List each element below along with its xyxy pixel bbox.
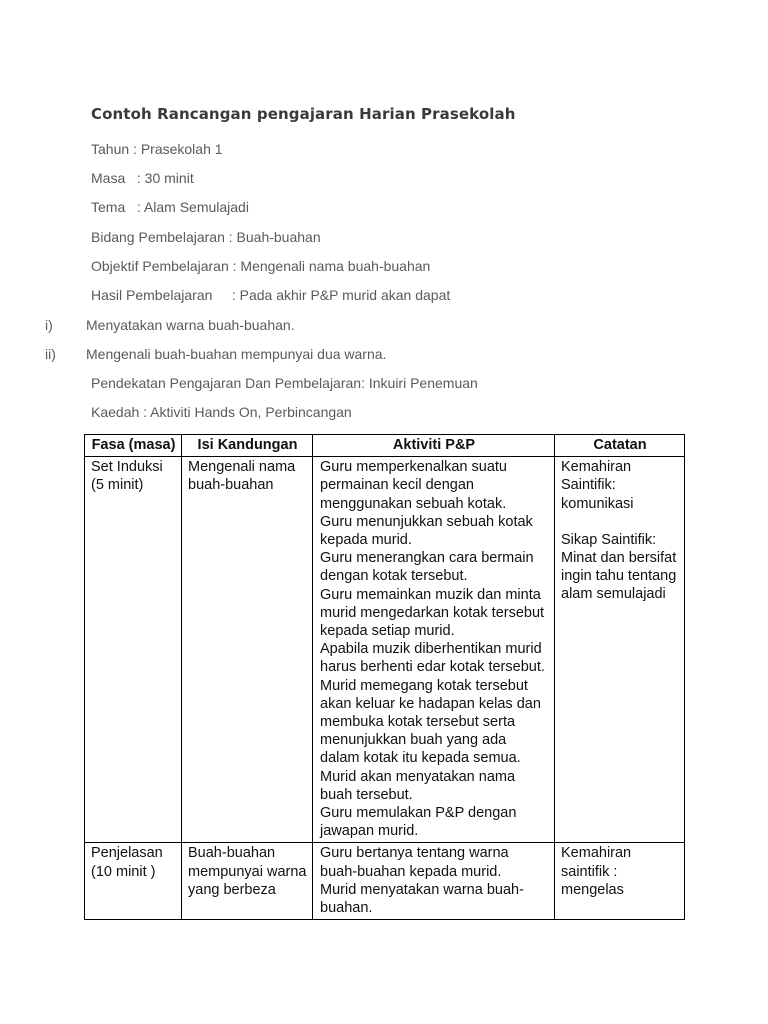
meta-tahun: Tahun : Prasekolah 1 [91, 141, 223, 157]
meta-objektif: Objektif Pembelajaran : Mengenali nama buah-buahan [91, 258, 431, 274]
table-row [85, 843, 685, 920]
activity-item: Guru memperkenalkan suatu permainan kecil dengan menggunakan sebuah kotak. [320, 459, 507, 512]
outcome-number: i) [45, 317, 53, 333]
catatan-kemahiran: Kemahiran Saintifik: komunikasi [561, 459, 634, 512]
meta-bidang: Bidang Pembelajaran : Buah-buahan [91, 229, 321, 245]
cell-isi: Buah-buahan mempunyai warna yang berbeza [182, 843, 313, 920]
outcome-text: Mengenali buah-buahan mempunyai dua warna. [86, 346, 387, 362]
activity-item: Murid menyatakan warna buah-buahan. [320, 881, 524, 917]
meta-tema: Tema : Alam Semulajadi [91, 199, 249, 215]
catatan-sikap: Sikap Saintifik: Minat dan bersifat ingin tahu tentang alam semulajadi [561, 531, 677, 603]
meta-masa: Masa : 30 minit [91, 170, 194, 186]
meta-kaedah: Kaedah : Aktiviti Hands On, Perbincangan [91, 404, 352, 420]
cell-aktiviti [313, 843, 555, 920]
meta-hasil: Hasil Pembelajaran : Pada akhir P&P murid akan dapat [91, 287, 451, 303]
meta-pendekatan: Pendekatan Pengajaran Dan Pembelajaran: Inkuiri Penemuan [91, 375, 478, 391]
cell-catatan: Kemahiran saintifik : mengelas [555, 843, 685, 920]
cell-fasa: Set Induksi (5 minit) [85, 457, 182, 843]
activity-item: Guru menunjukkan sebuah kotak kepada murid. [320, 513, 533, 549]
table-header-row [85, 435, 685, 457]
header-isi-kandungan: Isi Kandungan [182, 435, 313, 457]
header-fasa: Fasa (masa) [85, 435, 182, 457]
activity-item: Guru menerangkan cara bermain dengan kotak tersebut. [320, 550, 534, 585]
table-row [85, 457, 685, 843]
activity-item: Murid akan menyatakan nama buah tersebut. [320, 768, 516, 803]
outcome-text: Menyatakan warna buah-buahan. [86, 317, 295, 333]
cell-fasa: Penjelasan (10 minit ) [85, 843, 182, 920]
cell-isi: Mengenali nama buah-buahan [182, 457, 313, 843]
header-catatan: Catatan [555, 435, 685, 457]
activity-item: Guru bertanya tentang warna buah-buahan kepada murid. [320, 845, 509, 880]
activity-item: Apabila muzik diberhentikan murid harus berhenti edar kotak tersebut. [320, 641, 545, 676]
lesson-plan-table [84, 434, 685, 920]
outcome-number: ii) [45, 346, 56, 362]
activity-item: Guru memulakan P&P dengan jawapan murid. [320, 805, 517, 840]
activity-item: Murid memegang kotak tersebut akan keluar ke hadapan kelas dan membuka kotak tersebut serta menunjukkan buah yang ada dalam kotak itu kepada semua. [320, 677, 541, 767]
header-aktiviti: Aktiviti P&P [313, 435, 555, 457]
activity-item: Guru memainkan muzik dan minta murid mengedarkan kotak tersebut kepada setiap murid. [320, 586, 545, 640]
cell-catatan [555, 457, 685, 843]
page-title: Contoh Rancangan pengajaran Harian Prasekolah [91, 105, 516, 123]
cell-aktiviti [313, 457, 555, 843]
